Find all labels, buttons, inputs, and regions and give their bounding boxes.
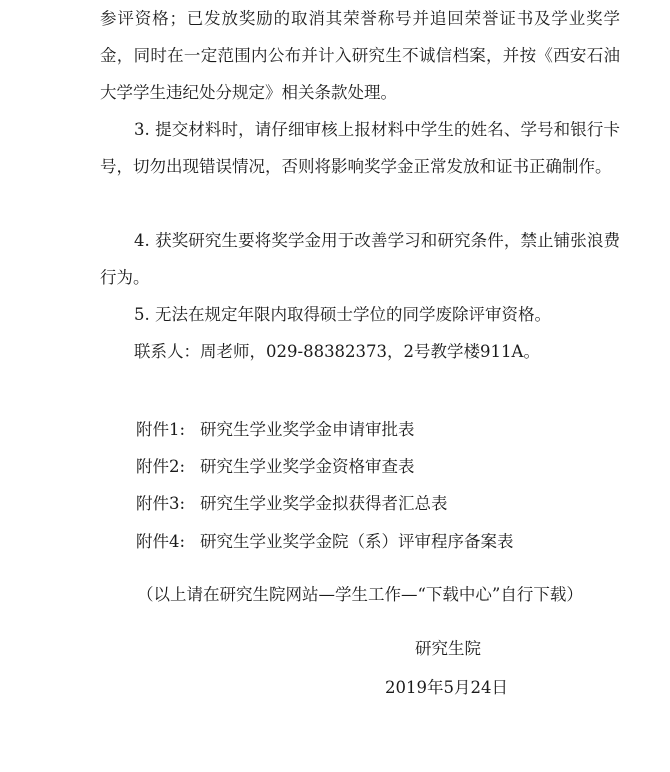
attachment-title: 研究生学业奖学金院（系）评审程序备案表	[200, 532, 514, 551]
download-note: （以上请在研究生院网站—学生工作—“下载中心”自行下载）	[137, 585, 583, 604]
attachment-label: 附件2:	[136, 457, 186, 476]
attachment-2	[136, 455, 415, 479]
attachment-3	[136, 492, 448, 516]
paragraph-item-4: 4. 获奖研究生要将奖学金用于改善学习和研究条件，禁止铺张浪费行为。	[100, 231, 620, 287]
attachment-label: 附件4:	[136, 532, 186, 551]
attachment-1	[136, 418, 415, 442]
contact-line: 联系人：周老师，029-88382373，2号教学楼911A。	[134, 342, 540, 361]
paragraph-item-3: 3. 提交材料时，请仔细审核上报材料中学生的姓名、学号和银行卡号，切勿出现错误情况，否则将影响奖学金正常发放和证书正确制作。	[100, 120, 620, 176]
attachment-label: 附件1:	[136, 420, 186, 439]
attachment-label: 附件3:	[136, 494, 186, 513]
signature-org: 研究生院	[415, 639, 481, 658]
paragraph-penalty-continuation: 参评资格；已发放奖励的取消其荣誉称号并追回荣誉证书及学业奖学金，同时在一定范围内公布并计入研究生不诚信档案，并按《西安石油大学学生违纪处分规定》相关条款处理。	[100, 9, 620, 102]
attachment-title: 研究生学业奖学金申请审批表	[200, 420, 415, 439]
attachment-4	[136, 530, 514, 554]
signature-date: 2019年5月24日	[385, 678, 508, 697]
attachment-title: 研究生学业奖学金资格审查表	[200, 457, 415, 476]
paragraph-item-5: 5. 无法在规定年限内取得硕士学位的同学废除评审资格。	[134, 305, 551, 324]
attachment-title: 研究生学业奖学金拟获得者汇总表	[200, 494, 448, 513]
